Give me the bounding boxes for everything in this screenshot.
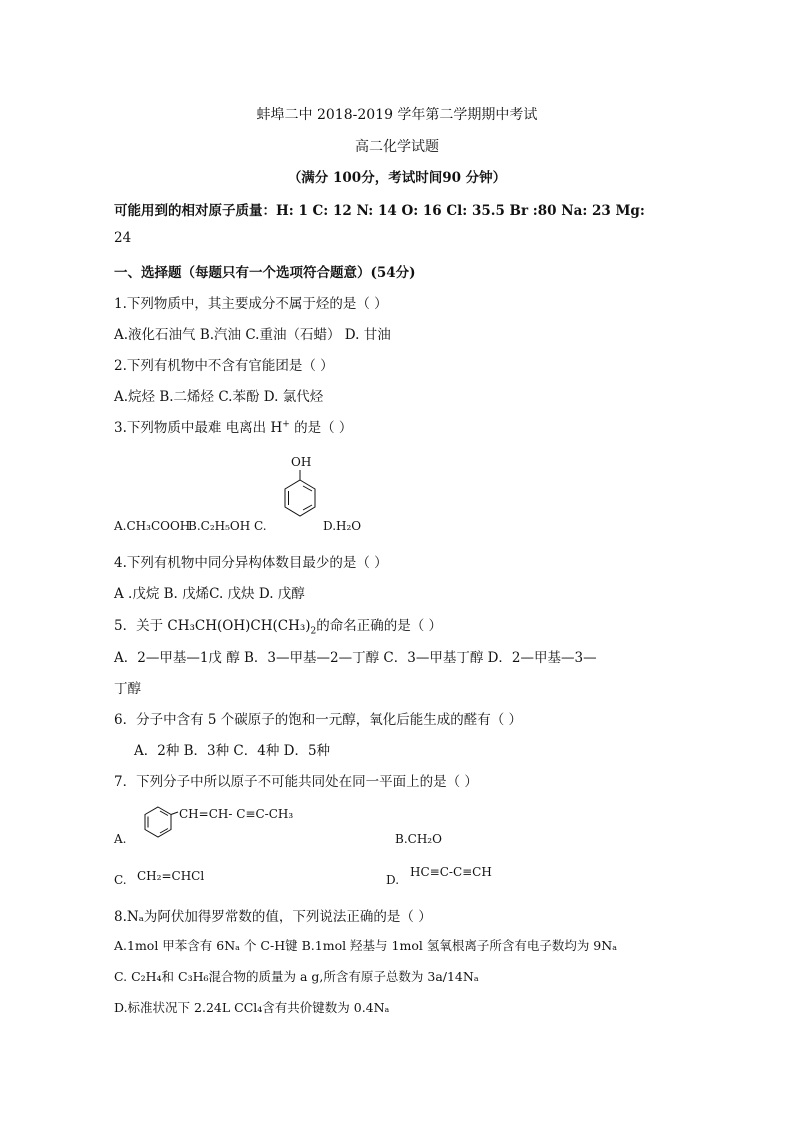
q3-option-b: B.C₂H₅OH xyxy=(188,519,251,533)
q3-stem: 3.下列物质中最难 电离出 H+ 的是（ ） xyxy=(114,419,353,436)
benzene-ring xyxy=(145,807,171,837)
q8-option-c: C. C₂H₄和 C₃H₆混合物的质量为 a g,所含有原子总数为 3a/14Nₐ xyxy=(114,969,479,984)
q8-stem: 8.Nₐ为阿伏加得罗常数的值，下列说法正确的是（ ） xyxy=(114,909,432,925)
q3-option-d: D.H₂O xyxy=(323,519,362,533)
ring-substituent-bond xyxy=(171,812,178,815)
benzene-ring xyxy=(285,480,315,516)
q5-options: A．2—甲基—1戊 醇 B．3—甲基—2—丁醇 C．3—甲基丁醇 D．2—甲基—3— xyxy=(114,650,597,666)
q7-option-a-label: A. xyxy=(114,832,127,846)
q7-option-c-formula: CH₂=CHCl xyxy=(137,869,205,883)
q7-stem: 7．下列分子中所以原子不可能共同处在同一平面上的是（ ） xyxy=(114,774,478,790)
q6-options: A．2种 B．3种 C．4种 D．5种 xyxy=(134,743,331,759)
q2-stem: 2.下列有机物中不含有官能团是（ ） xyxy=(114,358,334,374)
q8-option-a: A.1mol 甲苯含有 6Nₐ 个 C-H键 B.1mol 羟基与 1mol 氢氧根离子所含有电子数均为 9Nₐ xyxy=(114,938,618,953)
q7-option-d-formula: HC≡C-C≡CH xyxy=(410,865,492,879)
phenol-structure xyxy=(268,454,328,534)
atomic-masses-line2: 24 xyxy=(114,230,132,246)
side-chain-label: CH=CH- C≡C-CH₃ xyxy=(179,807,294,821)
exam-title: 蚌埠二中 2018-2019 学年第二学期期中考试 xyxy=(256,107,538,123)
exam-subtitle: 高二化学试题 xyxy=(355,139,439,155)
q3-option-a: A.CH₃COOH xyxy=(114,519,191,533)
q1-options: A.液化石油气 B.汽油 C.重油（石蜡） D. 甘油 xyxy=(114,327,391,343)
q7-option-b: B.CH₂O xyxy=(395,832,442,846)
q4-stem: 4.下列有机物中同分异构体数目最少的是（ ） xyxy=(114,555,388,571)
exam-info: （满分 100分，考试时间90 分钟） xyxy=(287,170,507,186)
q7-option-d-label: D. xyxy=(386,873,400,887)
q5-stem: 5．关于 $CH_3CH(OH)CH(CH_3)_2$的命名正确的是（ ） xyxy=(114,618,443,637)
styrene-alkyne-structure xyxy=(138,802,328,842)
q1-stem: 1.下列物质中，其主要成分不属于烃的是（ ） xyxy=(114,296,388,312)
q3-option-c: C. xyxy=(254,519,267,533)
section-heading: 一、选择题（每题只有一个选项符合题意）(54分) xyxy=(114,265,416,281)
q2-options: A.烷烃 B.二烯烃 C.苯酚 D. 氯代烃 xyxy=(114,389,324,405)
q6-stem: 6．分子中含有 5 个碳原子的饱和一元醇，氧化后能生成的醛有（ ） xyxy=(114,712,523,728)
q7-option-c-label: C. xyxy=(114,873,127,887)
q4-options: A .戊烷 B. 戊烯C. 戊炔 D. 戊醇 xyxy=(114,586,305,602)
q8-option-d: D.标准状况下 2.24L CCl₄含有共价键数为 0.4Nₐ xyxy=(114,1000,390,1015)
atomic-masses-line1: 可能用到的相对原子质量：H: 1 C: 12 N: 14 O: 16 Cl: 35.5 Br :80 Na: 23 Mg: xyxy=(114,203,645,219)
hydroxyl-label: OH xyxy=(291,455,312,469)
q5-options-cont: 丁醇 xyxy=(114,681,141,697)
